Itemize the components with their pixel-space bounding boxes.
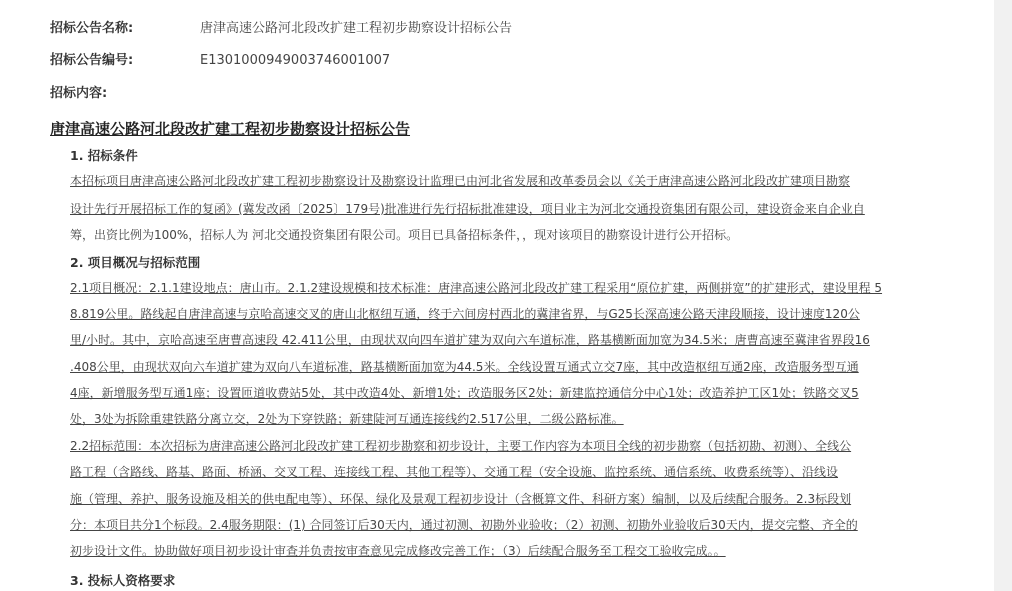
paragraph-line: 设计先行开展招标工作的复函》(冀发改函〔2025〕179号)批准进行先行招标批准建设，项目业主为河北交通投资集团有限公司，建设资金来自企业自 (70, 202, 865, 216)
paragraph-line: .408公里，由现状双向六车道扩建为双向八车道标准，路基横断面加宽为44.5米。全线设置互通式立交7座，其中改造枢纽互通2座，改造服务型互通 (70, 360, 859, 374)
paragraph-line: 8.819公里。路线起自唐津高速与京哈高速交叉的唐山北枢纽互通，终于六间房村西北的冀津省界，与G25长深高速公路天津段顺接，设计速度120公 (70, 307, 860, 321)
paragraph-line: 2.1项目概况：2.1.1建设地点：唐山市。2.1.2建设规模和技术标准：唐津高速公路河北段改扩建工程采用“原位扩建，两侧拼宽”的扩建形式，建设里程 5 (70, 281, 883, 295)
paragraph-line: 初步设计文件。协助做好项目初步设计审查并负责按审查意见完成修改完善工作；（3）后续配合服务至工程交工验收完成。。 (70, 544, 726, 558)
paragraph-line: 施（管理、养护、服务设施及相关的供电配电等）、环保、绿化及景观工程初步设计（含概算文件、科研方案）编制，以及后续配合服务。2.3标段划 (70, 492, 852, 506)
paragraph-line: 分：本项目共分1个标段。2.4服务期限：(1) 合同签订后30天内，通过初测、初勘外业验收；（2）初测、初勘外业验收后30天内，提交完整、齐全的 (70, 518, 858, 532)
document-title: 唐津高速公路河北段改扩建工程初步勘察设计招标公告 (50, 120, 411, 138)
paragraph-line: 4座，新增服务型互通1座；设置匝道收费站5处，其中改造4处、新增1处；改造服务区2处；新建监控通信分中心1处；改造养护工区1处；铁路交叉5 (70, 386, 859, 400)
paragraph-line: 2.2招标范围：本次招标为唐津高速公路河北段改扩建工程初步勘察和初步设计，主要工作内容为本项目全线的初步勘察（包括初勘、初测）、全线公 (70, 439, 852, 453)
paragraph-line: 里/小时。其中，京哈高速至唐曹高速段 42.411公里，由现状双向四车道扩建为双向六车道标准，路基横断面加宽为34.5米；唐曹高速至冀津省界段16 (70, 333, 870, 347)
section-heading-project-overview: 2. 项目概况与招标范围 (70, 255, 201, 270)
paragraph-line: 筹，出资比例为100%，招标人为 河北交通投资集团有限公司。项目已具备招标条件，，现对该项目的勘察设计进行公开招标。 (70, 228, 739, 242)
paragraph-line: 本招标项目唐津高速公路河北段改扩建工程初步勘察设计及勘察设计监理已由河北省发展和改革委员会以《关于唐津高速公路河北段改扩建项目勘察 (70, 174, 851, 188)
section-heading-tender-conditions: 1. 招标条件 (70, 148, 138, 163)
paragraph-line: 处，3处为拆除重建铁路分离立交，2处为下穿铁路；新建陡河互通连接线约2.517公里，二级公路标准。 (70, 412, 624, 426)
section-heading-bidder-qualification: 3. 投标人资格要求 (70, 573, 176, 588)
notice-code-label: 招标公告编号: (50, 53, 134, 68)
notice-content-label: 招标内容: (50, 86, 108, 101)
page-scrollbar[interactable] (994, 0, 1012, 591)
paragraph-line: 路工程（含路线、路基、路面、桥涵、交叉工程、连接线工程、其他工程等）、交通工程（安全设施、监控系统、通信系统、收费系统等）、沿线设 (70, 465, 839, 479)
notice-name-label: 招标公告名称: (50, 21, 134, 36)
notice-code-value: E1301000949003746001007 (200, 53, 391, 68)
notice-name-value: 唐津高速公路河北段改扩建工程初步勘察设计招标公告 (200, 21, 513, 36)
